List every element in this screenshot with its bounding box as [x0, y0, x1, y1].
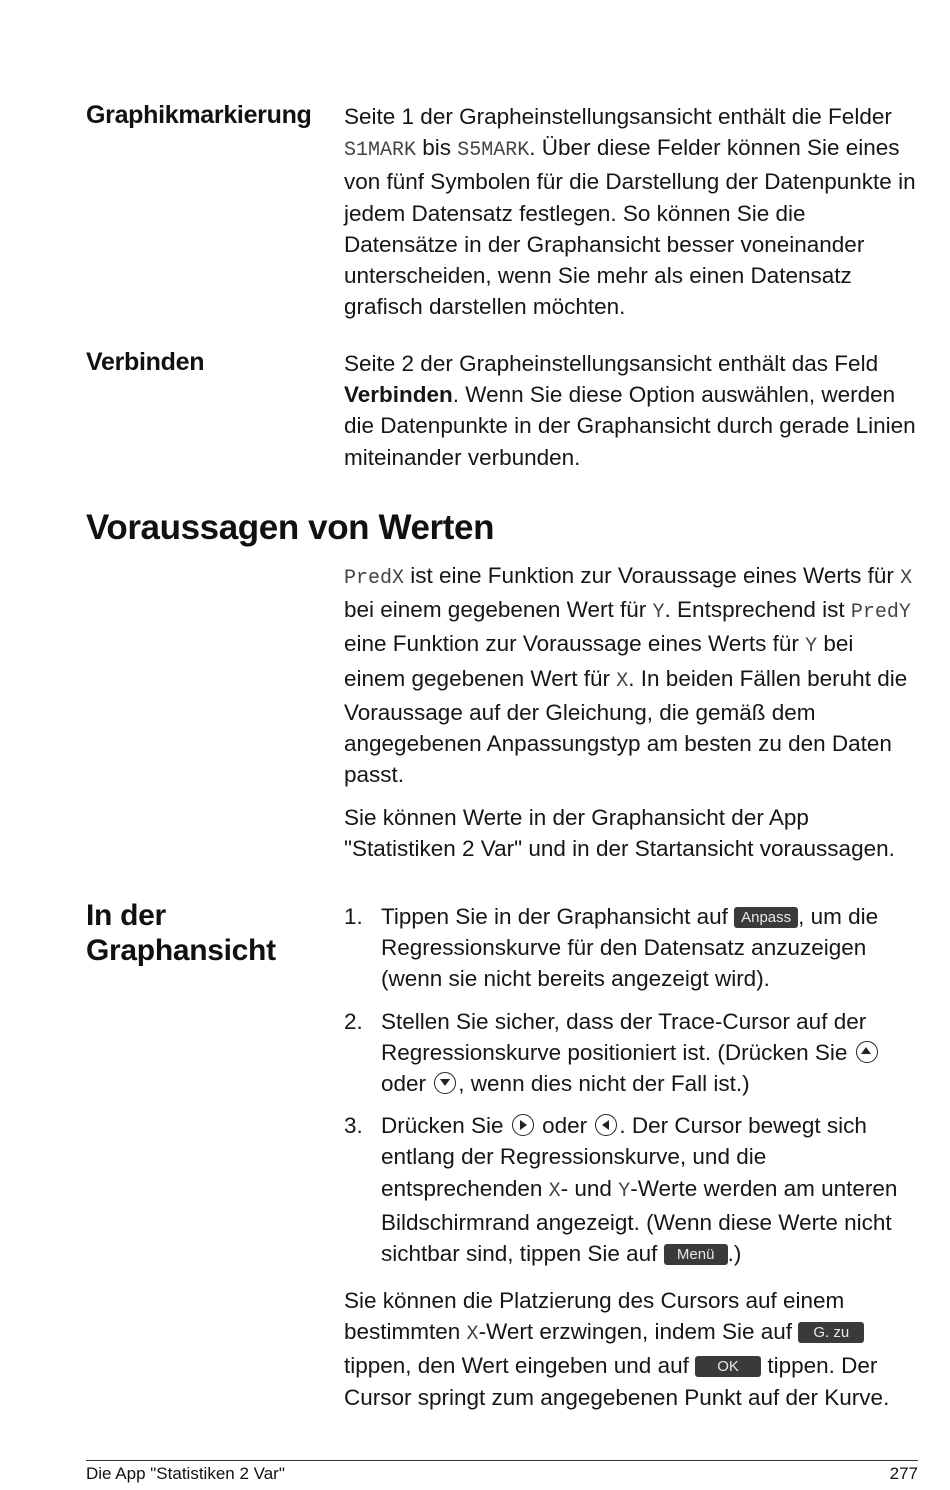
section-heading-connect: Verbinden [86, 348, 205, 376]
section-heading-graph-mark: Graphikmarkierung [86, 101, 312, 129]
text-run: . Der Cursor bewegt sich entlang der Regressionskurve, und die entsprechenden [381, 1113, 867, 1201]
steps-list [344, 901, 918, 1269]
code-predy: PredY [850, 601, 911, 625]
page-number: 277 [889, 1464, 918, 1483]
steps-block [344, 901, 918, 1280]
text-run: . In beiden Fällen beruht die Voraussage auf der Gleichung, die gemäß dem angegebenen Anpassungstyp am besten zu den Daten passt. [344, 665, 908, 788]
anpass-softkey: Anpass [734, 907, 798, 928]
code-x: X [466, 1323, 479, 1347]
text-run: -Werte werden am unteren Bildschirmrand angezeigt. (Wenn diese Werte nicht sichtbar sind, tippen Sie auf [381, 1175, 898, 1267]
right-arrow-key-icon [512, 1114, 534, 1136]
up-arrow-key-icon [856, 1041, 878, 1063]
connect-paragraph [344, 348, 918, 473]
text-run: Drücken Sie [381, 1113, 510, 1139]
text-run: - und [560, 1175, 619, 1201]
code-x: X [900, 567, 913, 590]
step-number: 2. [344, 1008, 363, 1034]
text-run: , wenn dies nicht der Fall ist.) [458, 1071, 750, 1097]
code-y: Y [618, 1179, 631, 1203]
section-heading-in-graph-view [86, 898, 276, 968]
text-run: eine Funktion zur Voraussage eines Werts für [344, 631, 806, 657]
section-title-predict: Voraussagen von Werten [86, 508, 495, 547]
text-run: Tippen Sie in der Graphansicht auf [381, 904, 735, 929]
text-run: oder [535, 1113, 594, 1139]
text-run: . Wenn Sie diese Option auswählen, werden die Datenpunkte in der Graphansicht durch gerade Linien miteinander verbunden. [344, 382, 916, 470]
left-arrow-key-icon [595, 1114, 617, 1136]
text-run: oder [381, 1071, 433, 1097]
text-run: Stellen Sie sicher, dass der Trace-Cursor auf der Regressionskurve positioniert ist. (Drücken Sie [381, 1008, 867, 1065]
step-2 [344, 1006, 918, 1100]
heading-line-2: Graphansicht [86, 934, 276, 967]
step-number: 1. [344, 904, 363, 929]
text-run: bei einem gegebenen Wert für [344, 631, 854, 691]
text-run: tippen. Der Cursor springt zum angegebenen Punkt auf der Kurve. [344, 1353, 890, 1410]
step-number: 3. [344, 1113, 363, 1139]
graph-mark-paragraph [344, 101, 918, 322]
text-run: tippen, den Wert eingeben und auf [344, 1353, 696, 1379]
text-run: . Entsprechend ist [664, 597, 851, 623]
ok-softkey: OK [695, 1356, 761, 1377]
heading-line-1: In der [86, 899, 166, 932]
text-run: Seite 1 der Grapheinstellungsansicht enthält die Felder [344, 104, 892, 129]
text-run: Seite 2 der Grapheinstellungsansicht enthält das Feld [344, 351, 879, 376]
text-run: bei einem gegebenen Wert für [344, 597, 653, 623]
text-run: -Wert erzwingen, indem Sie auf [478, 1319, 799, 1345]
text-run: .) [727, 1241, 742, 1267]
code-s1mark: S1MARK [344, 139, 417, 163]
code-y: Y [805, 635, 818, 659]
goto-paragraph [344, 1285, 918, 1413]
bold-connect: Verbinden [344, 382, 453, 408]
code-x: X [616, 669, 629, 693]
code-y: Y [652, 601, 665, 625]
menu-softkey: Menü [664, 1244, 728, 1265]
step-3 [344, 1110, 918, 1269]
text-run: . Über diese Felder können Sie eines von fünf Symbolen für die Darstellung der Datenpunkte in jedem Datensatz festlegen. So können Sie die Datensätze in der Graphansicht besser voneinander unterscheiden, wenn Sie mehr als einen Datensatz grafisch darstellen möchten. [344, 135, 916, 320]
footer-rule [86, 1460, 918, 1461]
footer-chapter-title: Die App "Statistiken 2 Var" [86, 1464, 285, 1483]
text-run: ist eine Funktion zur Voraussage eines Werts für [404, 563, 901, 588]
text-run: Sie können die Platzierung des Cursors auf einem bestimmten [344, 1288, 845, 1345]
code-predx: PredX [344, 567, 405, 590]
text-run: bis [416, 135, 458, 161]
down-arrow-key-icon [434, 1072, 456, 1094]
step-1 [344, 901, 918, 995]
code-s5mark: S5MARK [457, 139, 530, 163]
predict-paragraph-1 [344, 560, 918, 790]
code-x: X [548, 1179, 561, 1203]
text-run: , um die Regressionskurve für den Datensatz anzuzeigen (wenn sie nicht bereits angezeigt wird). [381, 904, 879, 992]
goto-softkey: G. zu [798, 1322, 864, 1343]
predict-paragraph-2: Sie können Werte in der Graphansicht der App "Statistiken 2 Var" und in der Startansicht voraussagen. [344, 805, 895, 862]
